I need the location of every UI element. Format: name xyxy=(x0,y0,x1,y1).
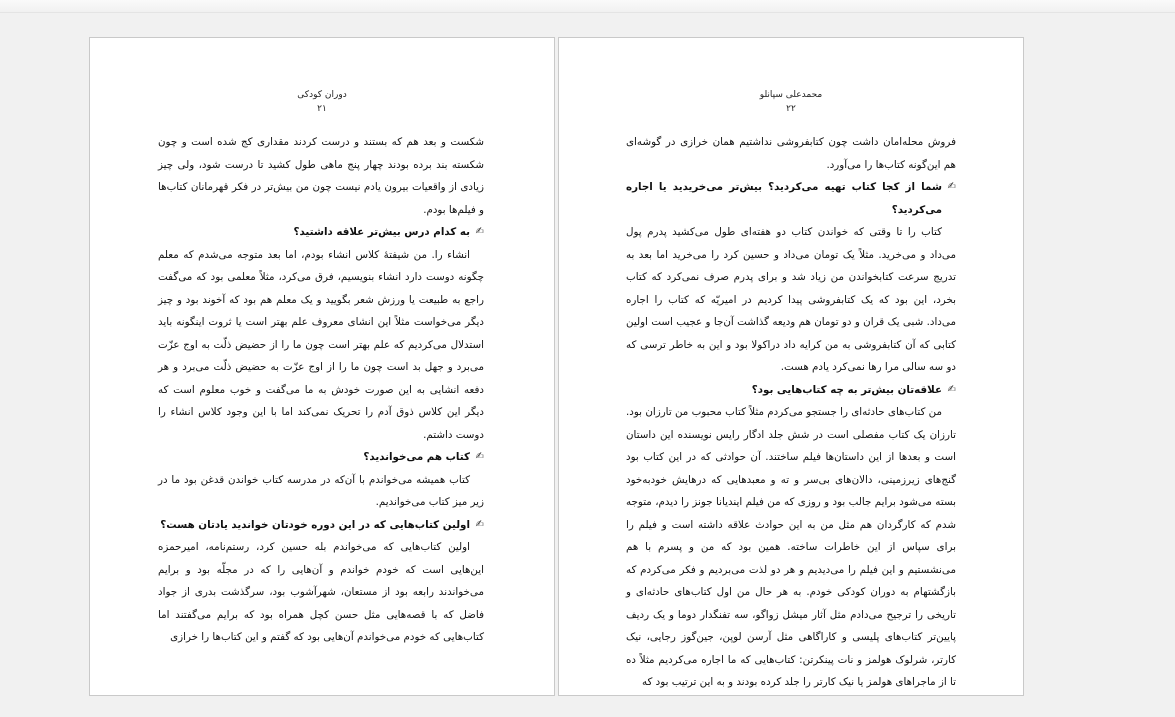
interview-answer: من کتاب‌های حادثه‌ای را جستجو می‌کردم مثلاً کتاب محبوب من تارزان بود. تارزان یک کتاب مفصلی است در شش جلد ادگار رایس نویسنده این داستان است و بعدها از این داستان‌ها فیلم ساختند. آن حوادثی که در این کتاب بود گنج‌های زیرزمینی، دالان‌های بی‌سر و ته و معبدهایی که درهایش خودبه‌خود بسته می‌شود برایم جالب بود و روزی که من فیلم ایندیانا جونز را دیدم، متوجه شدم که کارگردان هم مثل من به این حوادث علاقه داشته است و فیلم را برای سپاس از این خاطرات ساخته. همین بود که من و پسرم با هم می‌نشستیم و این فیلم را می‌دیدیم و هر دو لذت می‌بردیم و فکر می‌کردم که بازگشتهام به دوران کودکی خودم. به هر حال من اول کتاب‌های حادثه‌ای و تاریخی را ترجیح می‌دادم مثل آثار میشل زواگو، سه تفنگدار دوما و یک ردیف پایین‌تر کتاب‌های پلیسی و کاراگاهی مثل آرسن لوپن، جین‌گوز رجایی، نیک کارتر، شرلوک هولمز و نات پینکرتن: کتاب‌هایی که ما اجاره می‌کردیم مثلاً ده تا از ماجراهای هولمز یا نیک کارتر را جلد کرده بودند و به این ترتیب بود که xyxy=(626,406,956,688)
quill-icon: ✍ xyxy=(475,226,484,237)
running-header-left xyxy=(90,88,554,116)
page-number: ۲۲ xyxy=(786,104,796,114)
page-body-right xyxy=(626,131,956,694)
interview-question: ✍ اولین کتاب‌هایی که در این دوره خودتان خواندید یادتان هست؟ xyxy=(158,514,484,537)
book-page-right xyxy=(558,37,1024,696)
interview-question: ✍ شما از کجا کتاب تهیه می‌کردید؟ بیش‌تر می‌خریدید یا اجاره می‌کردید؟ xyxy=(626,176,956,221)
page-body-left xyxy=(158,131,484,649)
interview-question: ✍ به کدام درس بیش‌تر علاقه داشتید؟ xyxy=(158,221,484,244)
quill-icon: ✍ xyxy=(947,383,956,395)
quill-icon: ✍ xyxy=(947,181,956,192)
quill-icon: ✍ xyxy=(475,451,484,462)
paragraph: فروش محله‌امان داشت چون کتابفروشی نداشتیم همان خرازی در گوشه‌ای هم این‌گونه کتاب‌ها را می‌آورد. xyxy=(626,136,956,171)
book-page-left xyxy=(89,37,555,696)
interview-answer: اولین کتاب‌هایی که می‌خواندم بله حسین کرد، رستم‌نامه، امیرحمزه این‌هایی است که خودم خواندم و آن‌هایی را که در مجلّه بود و برایم می‌خواندند رابعه بود از مستعان، شهرآشوب بود، سرگذشت بدری از جواد فاضل که با قصه‌هایی مثل حسن کچل همراه بود که برایم می‌گفتند اما کتاب‌هایی که خودم می‌خواندم آن‌هایی بود که گفتم و این کتاب‌ها را خرازی xyxy=(158,541,484,643)
running-header-title: محمدعلی سپانلو xyxy=(759,90,823,100)
paragraph: شکست و بعد هم که بستند و درست کردند مقداری کج شده است و چون شکسته بند برده بودند چهار پنج ماهی طول کشید تا درست شود، ولی چیز زیادی از واقعیات بیرون یادم نیست چون من بیش‌تر در فکر قهرمانان کتاب‌ها و فیلم‌ها بودم. xyxy=(158,136,484,216)
window-top-bar xyxy=(0,0,1175,13)
page-number: ۲۱ xyxy=(317,104,327,114)
running-header-title: دوران کودکی xyxy=(297,90,347,100)
interview-answer: کتاب را تا وقتی که خواندن کتاب دو هفته‌ای طول می‌کشید پدرم پول می‌داد و می‌خرید. مثلاً یک تومان می‌داد و حسین کرد را می‌خرید اما بعد به تدریج سرعت کتابخواندن من زیاد شد و برای پدرم صرف نمی‌کرد که کتاب بخرد، این بود که یک کتابفروشی پیدا کردیم در امیریّه که کتاب را اجاره می‌داد. شبی یک قران و دو تومان هم ودیعه گذاشت آن‌جا و عجیب است اولین کتابی که آن کتابفروشی به من کرایه داد دراکولا بود و این به خاطر ترسی که دو سه سالی مرا رها نمی‌کرد یادم هست. xyxy=(626,226,956,373)
quill-icon: ✍ xyxy=(475,518,484,530)
interview-answer: کتاب همیشه می‌خواندم با آن‌که در مدرسه کتاب خواندن قدغن بود ما در زیر میز کتاب می‌خواندیم. xyxy=(158,473,484,508)
interview-question: ✍ علاقه‌تان بیش‌تر به چه کتاب‌هایی بود؟ xyxy=(626,379,956,402)
interview-answer: انشاء را. من شیفتهٔ کلاس انشاء بودم، اما بعد متوجه می‌شدم که معلم چگونه دوست دارد انشاء بنویسیم، فرق می‌کرد، مثلاً معلمی بود که می‌گفت راجع به طبیعت یا ورزش شعر بگویید و یک معلم هم بود که آخوند بود و چیز دیگر می‌خواست مثلاً این انشای معروف علم بهتر است یا ثروت اینگونه باید استدلال می‌کردیم که علم بهتر است چون ما را از حضیض ذلّت به اوج عزّت می‌برد و جهل بد است چون ما را از اوج عزّت به حضیض ذلّت می‌برد و هر دفعه انشایی به این صورت خودش به ما می‌گفت و خوب معلوم است که دیگر این کلاس ذوق آدم را تحریک نمی‌کند اما با این وجود کلاس انشاء را دوست داشتم. xyxy=(158,248,484,441)
interview-question: ✍ کتاب هم می‌خواندید؟ xyxy=(158,446,484,469)
running-header-right xyxy=(559,88,1023,116)
